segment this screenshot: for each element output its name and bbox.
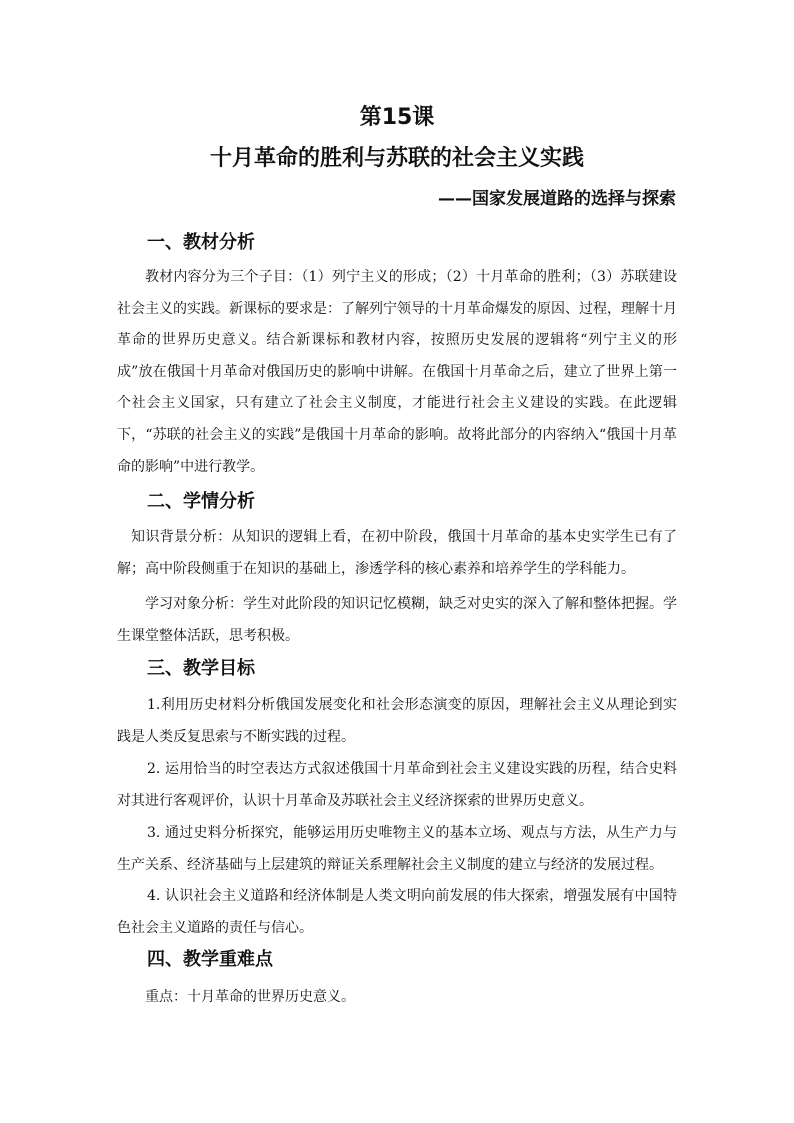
section-heading-textbook-analysis: 一、教材分析: [147, 232, 255, 253]
paragraph-textbook-analysis: 教材内容分为三个子目：（1）列宁主义的形成；（2）十月革命的胜利；（3）苏联建设社会主义的实践。新课标的要求是：了解列宁领导的十月革命爆发的原因、过程，理解十月革命的世界历史意义。结合新课标和教材内容，按照历史发展的逻辑将“列宁主义的形成”放在俄国十月革命对俄国历史的影响中讲解。在俄国十月革命之后，建立了世界上第一个社会主义国家，只有建立了社会主义制度，才能进行社会主义建设的实践。在此逻辑下，“苏联的社会主义的实践”是俄国十月革命的影响。故将此部分的内容纳入“俄国十月革命的影响”中进行教学。: [117, 269, 677, 475]
section-heading-key-points: 四、教学重难点: [147, 949, 273, 970]
paragraph-goal-3: 3. 通过史料分析探究，能够运用历史唯物主义的基本立场、观点与方法，从生产力与生产关系、经济基础与上层建筑的辩证关系理解社会主义制度的建立与经济的发展过程。: [117, 825, 677, 873]
lesson-subtitle: ——国家发展道路的选择与探索: [438, 189, 676, 209]
lesson-number: 第15课: [359, 105, 435, 130]
paragraph-key-point: 重点：十月革命的世界历史意义。: [145, 989, 355, 1005]
paragraph-knowledge-background: 知识背景分析：从知识的逻辑上看，在初中阶段，俄国十月革命的基本史实学生已有了解；高中阶段侧重于在知识的基础上，渗透学科的核心素养和培养学生的学科能力。: [117, 529, 677, 577]
lesson-title: 十月革命的胜利与苏联的社会主义实践: [209, 146, 584, 171]
paragraph-goal-1: 1.利用历史材料分析俄国发展变化和社会形态演变的原因，理解社会主义从理论到实践是人类反复思索与不断实践的过程。: [117, 697, 677, 745]
paragraph-goal-2: 2. 运用恰当的时空表达方式叙述俄国十月革命到社会主义建设实践的历程，结合史料对其进行客观评价，认识十月革命及苏联社会主义经济探索的世界历史意义。: [117, 761, 677, 809]
paragraph-goal-4: 4. 认识社会主义道路和经济体制是人类文明向前发展的伟大探索，增强发展有中国特色社会主义道路的责任与信心。: [117, 888, 677, 936]
section-heading-teaching-goals: 三、教学目标: [147, 658, 255, 679]
section-heading-student-analysis: 二、学情分析: [147, 491, 255, 512]
paragraph-learner-analysis: 学习对象分析：学生对此阶段的知识记忆模糊，缺乏对史实的深入了解和整体把握。学生课堂整体活跃，思考积极。: [117, 596, 677, 644]
